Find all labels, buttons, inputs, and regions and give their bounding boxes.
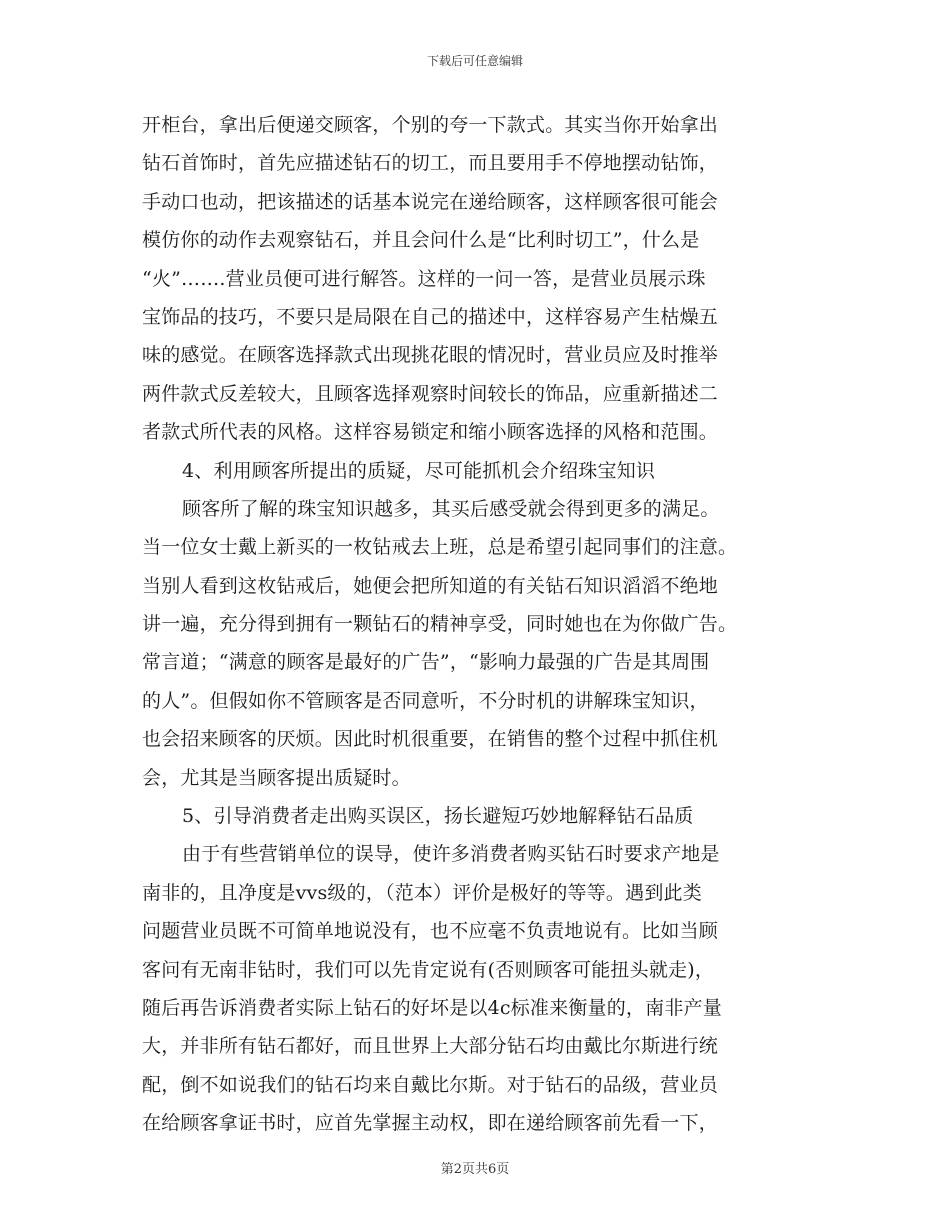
text-line: 由于有些营销单位的误导，使许多消费者购买钻石时要求产地是	[182, 843, 720, 866]
text-line: 手动口也动，把该描述的话基本说完在递给顾客，这样顾客很可能会	[142, 190, 719, 213]
text-line: 会，尤其是当顾客提出质疑时。	[142, 766, 411, 789]
text-line: 开柜台，拿出后便递交顾客，个别的夸一下款式。其实当你开始拿出	[142, 114, 719, 136]
text-line: 5、引导消费者走出购买误区，扬长避短巧妙地解释钻石品质	[182, 805, 694, 828]
page-footer: 第2页共6页	[440, 1162, 510, 1177]
text-line: 当一位女士戴上新买的一枚钻戒去上班，总是希望引起同事们的注意。	[142, 536, 738, 559]
text-line: 的人”。但假如你不管顾客是否同意听，不分时机的讲解珠宝知识，	[142, 689, 709, 712]
text-line: 南非的，且净度是vvs级的，（范本）评价是极好的等等。遇到此类	[142, 881, 702, 904]
text-line: 常言道；“满意的顾客是最好的广告”，“影响力最强的广告是其周围	[142, 651, 710, 674]
text-line: 宝饰品的技巧，不要只是局限在自己的描述中，这样容易产生枯燥五	[142, 305, 719, 328]
text-line: 钻石首饰时，首先应描述钻石的切工，而且要用手不停地摆动钻饰，	[142, 152, 719, 175]
text-line: “火”…….营业员便可进行解答。这样的一问一答，是营业员展示珠	[142, 267, 706, 290]
text-line: 大，并非所有钻石都好，而且世界上大部分钻石均由戴比尔斯进行统	[142, 1035, 719, 1058]
text-line: 者款式所代表的风格。这样容易锁定和缩小顾客选择的风格和范围。	[142, 421, 719, 444]
page-header: 下载后可任意编辑	[426, 54, 523, 68]
text-line: 讲一遍，充分得到拥有一颗钻石的精神享受，同时她也在为你做广告。	[142, 613, 738, 636]
text-line: 当别人看到这枚钻戒后，她便会把所知道的有关钻石知识滔滔不绝地	[142, 574, 719, 597]
text-line: 味的感觉。在顾客选择款式出现挑花眼的情况时，营业员应及时推举	[142, 344, 719, 367]
text-line: 模仿你的动作去观察钻石，并且会问什么是“比利时切工”，什么是	[142, 229, 700, 252]
text-line: 客问有无南非钻时，我们可以先肯定说有(否则顾客可能扭头就走)，	[142, 958, 715, 981]
text-line: 顾客所了解的珠宝知识越多，其买后感受就会得到更多的满足。	[182, 497, 720, 520]
text-line: 也会招来顾客的厌烦。因此时机很重要，在销售的整个过程中抓住机	[142, 728, 719, 751]
text-line: 问题营业员既不可简单地说没有，也不应毫不负责地说有。比如当顾	[142, 920, 719, 943]
text-line: 在给顾客拿证书时，应首先掌握主动权，即在递给顾客前先看一下，	[142, 1112, 719, 1135]
text-line: 4、利用顾客所提出的质疑，尽可能抓机会介绍珠宝知识	[182, 459, 656, 482]
text-line: 随后再告诉消费者实际上钻石的好坏是以4c标准来衡量的，南非产量	[142, 996, 722, 1019]
text-line: 配，倒不如说我们的钻石均来自戴比尔斯。对于钻石的品级，营业员	[142, 1073, 719, 1096]
document-body	[142, 106, 807, 1143]
text-line: 两件款式反差较大，且顾客选择观察时间较长的饰品，应重新描述二	[142, 382, 719, 405]
